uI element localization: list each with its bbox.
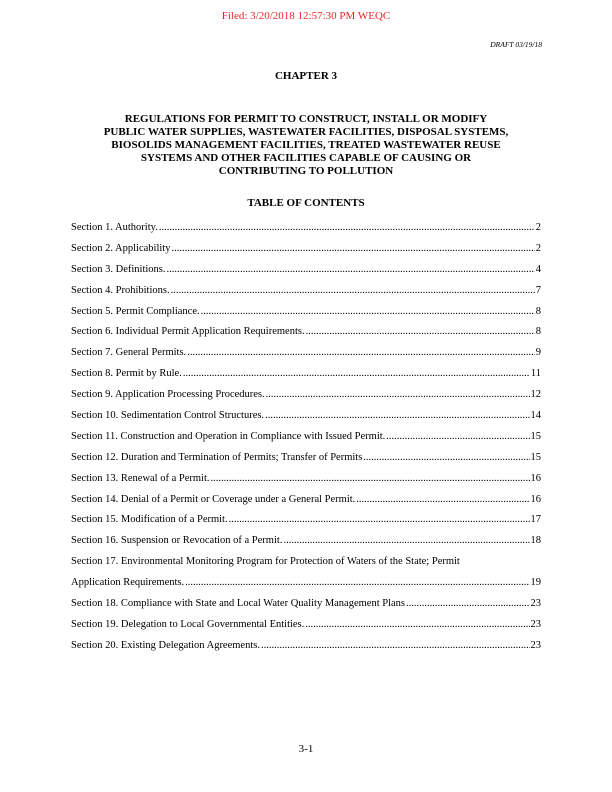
toc-entry-page: 2 [535,242,541,254]
toc-entry-title: Section 11. Construction and Operation in Compliance with Issued Permit. [71,430,386,442]
toc-entry[interactable] [71,552,541,573]
toc-entry[interactable] [71,364,541,385]
toc-entry-title: Section 12. Duration and Termination of Permits; Transfer of Permits [71,451,363,463]
toc-leader-dots [183,364,530,385]
toc-leader-dots [171,281,535,302]
toc-entry[interactable] [71,260,541,281]
toc-entry-page: 16 [530,472,541,484]
toc-entry-page: 17 [530,514,541,526]
toc-entry-page: 23 [530,618,541,630]
toc-entry[interactable] [71,573,541,594]
filed-stamp: Filed: 3/20/2018 12:57:30 PM WEQC [221,10,391,22]
page-number: 3-1 [298,743,314,755]
toc-leader-dots [187,343,535,364]
toc-entry-title: Section 17. Environmental Monitoring Program for Protection of Waters of the State; Permit [71,556,460,568]
toc-entry-title: Application Requirements. [71,577,185,589]
toc-entry-page: 18 [530,535,541,547]
chapter-title: CHAPTER 3 [274,70,338,82]
toc-entry-title: Section 19. Delegation to Local Governmental Entities. [71,618,305,630]
toc-entry[interactable] [71,406,541,427]
toc-leader-dots [266,385,530,406]
toc-entry-page: 7 [535,284,541,296]
toc-leader-dots [261,636,530,657]
toc-entry-page: 8 [535,305,541,317]
toc-entry-page: 23 [530,639,541,651]
toc-entry-title: Section 16. Suspension or Revocation of a Permit. [71,535,283,547]
toc-entry-title: Section 14. Denial of a Permit or Coverage under a General Permit. [71,493,356,505]
draft-label: DRAFT 03/19/18 [490,40,542,49]
toc-entry-page: 15 [530,430,541,442]
toc-leader-dots [185,573,529,594]
toc-leader-dots [283,531,529,552]
toc-entry-title: Section 1. Authority. [71,222,158,233]
toc-entry-title: Section 13. Renewal of a Permit. [71,472,210,484]
toc-entry[interactable] [71,218,541,239]
toc-leader-dots [356,490,529,511]
toc-entry[interactable] [71,531,541,552]
toc-leader-dots [159,218,535,239]
regulations-title-line: PUBLIC WATER SUPPLIES, WASTEWATER FACILITIES, DISPOSAL SYSTEMS, [103,126,509,138]
toc-leader-dots [363,448,529,469]
toc-entry[interactable] [71,322,541,343]
toc-leader-dots [171,239,534,260]
toc-leader-dots [305,615,529,636]
toc-entry-page: 19 [530,577,541,589]
toc-entry[interactable] [71,615,541,636]
toc-entry-page: 12 [530,389,541,401]
toc-leader-dots [306,322,535,343]
toc-entry-page: 11 [530,368,541,380]
toc-entry-title: Section 10. Sedimentation Control Structures. [71,410,265,422]
regulations-title [70,113,542,178]
toc-entry-page: 2 [535,222,541,233]
toc-entry-title: Section 5. Permit Compliance. [71,305,200,317]
toc-entry[interactable] [71,343,541,364]
toc-entry-page: 8 [535,326,541,338]
toc-entry-title: Section 20. Existing Delegation Agreements. [71,639,260,651]
toc-leader-dots [229,510,530,531]
toc-leader-dots [167,260,535,281]
toc-leader-dots [265,406,529,427]
toc-entry[interactable] [71,302,541,323]
toc-entry[interactable] [71,636,541,657]
regulations-title-line: CONTRIBUTING TO POLLUTION [218,165,394,177]
toc-entry-page: 15 [530,451,541,463]
toc-entry-page: 4 [535,263,541,275]
toc-entry-page: 9 [535,347,541,359]
regulations-title-line: BIOSOLIDS MANAGEMENT FACILITIES, TREATED WASTEWATER REUSE [111,139,501,151]
toc-entry[interactable] [71,490,541,511]
regulations-title-line: REGULATIONS FOR PERMIT TO CONSTRUCT, INSTALL OR MODIFY [124,113,488,125]
toc-leader-dots [201,302,535,323]
toc-entry[interactable] [71,594,541,615]
toc-leader-dots [386,427,529,448]
toc-entry-title: Section 6. Individual Permit Application Requirements. [71,326,305,338]
toc-entry-title: Section 2. Applicability [71,242,171,254]
toc-entry[interactable] [71,469,541,490]
toc-entry-page: 23 [530,598,541,610]
toc-entry-title: Section 7. General Permits. [71,347,187,359]
toc-entry[interactable] [71,239,541,260]
toc-entry[interactable] [71,510,541,531]
toc-title: TABLE OF CONTENTS [247,197,365,209]
toc-entry[interactable] [71,281,541,302]
toc-entry[interactable] [71,385,541,406]
toc-leader-dots [406,594,529,615]
toc-entry-title: Section 3. Definitions. [71,263,166,275]
table-of-contents [71,218,541,657]
toc-entry-title: Section 18. Compliance with State and Local Water Quality Management Plans [71,598,406,610]
regulations-title-line: SYSTEMS AND OTHER FACILITIES CAPABLE OF CAUSING OR [140,152,472,164]
toc-entry-page: 14 [530,410,541,422]
toc-leader-dots [211,469,530,490]
toc-entry-title: Section 4. Prohibitions. [71,284,170,296]
toc-entry[interactable] [71,427,541,448]
toc-entry[interactable] [71,448,541,469]
toc-entry-title: Section 9. Application Processing Procedures. [71,389,265,401]
toc-entry-title: Section 15. Modification of a Permit. [71,514,228,526]
toc-entry-title: Section 8. Permit by Rule. [71,368,182,380]
toc-entry-page: 16 [530,493,541,505]
